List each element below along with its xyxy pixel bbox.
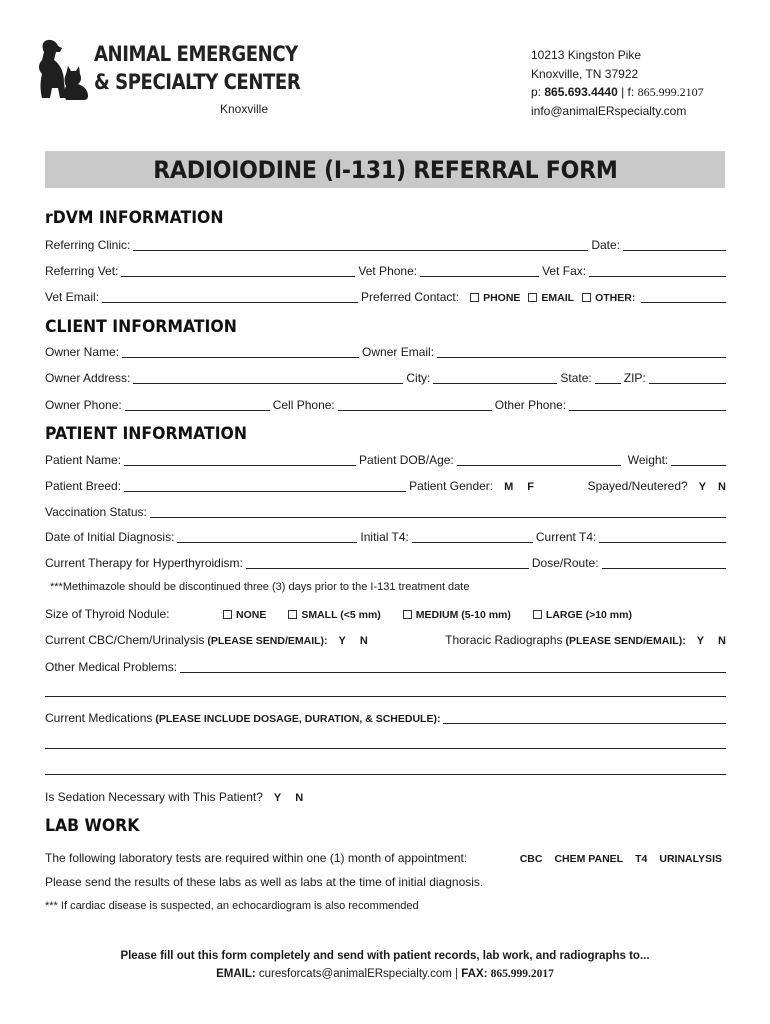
clinic-phone: 865.693.4440 [544, 85, 618, 99]
field-patient-breed[interactable] [124, 480, 406, 492]
field-initial-diagnosis[interactable] [177, 531, 357, 543]
option-spayed-yes[interactable]: Y [698, 481, 707, 493]
row-vaccination [45, 503, 726, 519]
label-referring-vet: Referring Vet: [45, 264, 119, 278]
field-referring-vet[interactable] [121, 265, 355, 277]
row-owner-name [45, 343, 726, 359]
row-nodule-size [45, 605, 726, 621]
option-label-phone: PHONE [483, 292, 521, 304]
field-other-problems-line2[interactable] [45, 696, 726, 697]
label-sedation: Is Sedation Necessary with This Patient? [45, 790, 263, 804]
label-nodule-size: Size of Thyroid Nodule: [45, 607, 170, 621]
logo-text-line2: & SPECIALTY CENTER [94, 70, 301, 94]
row-cbc-radiographs [45, 631, 726, 647]
row-sedation [45, 788, 726, 804]
checkbox-medium[interactable] [403, 609, 511, 621]
field-owner-phone[interactable] [125, 399, 270, 411]
label-owner-address: Owner Address: [45, 371, 131, 385]
row-current-medications [45, 709, 726, 725]
row-current-therapy [45, 554, 726, 570]
label-current-therapy: Current Therapy for Hyperthyroidism: [45, 556, 243, 570]
label-owner-phone: Owner Phone: [45, 398, 122, 412]
checkbox-large[interactable] [533, 609, 632, 621]
checkbox-icon [403, 610, 412, 619]
option-gender-m[interactable]: M [504, 481, 514, 493]
field-current-medications-line2[interactable] [45, 748, 726, 749]
label-cbc: Current CBC/Chem/Urinalysis [45, 633, 205, 647]
label-radiographs: Thoracic Radiographs [445, 633, 563, 647]
lab-test-chem: CHEM PANEL [554, 853, 624, 865]
checkbox-other[interactable] [582, 292, 635, 304]
section-heading-patient: PATIENT INFORMATION [45, 424, 248, 443]
label-owner-email: Owner Email: [362, 345, 435, 359]
footer-email-label: EMAIL: [216, 968, 256, 980]
field-vet-email[interactable] [102, 291, 358, 303]
field-owner-name[interactable] [122, 346, 359, 358]
row-vet-email [45, 288, 726, 304]
row-patient-name [45, 451, 726, 467]
clinic-address [531, 46, 704, 120]
field-current-t4[interactable] [599, 531, 726, 543]
checkbox-icon [288, 610, 297, 619]
option-radiographs-yes[interactable]: Y [696, 635, 705, 647]
clinic-logo [36, 38, 301, 118]
logo-text-line1: ANIMAL EMERGENCY [94, 42, 298, 66]
option-cbc-yes[interactable]: Y [338, 635, 346, 647]
field-vet-phone[interactable] [420, 265, 539, 277]
footer-instruction: Please fill out this form completely and send with patient records, lab work, and radiographs to... [120, 950, 650, 962]
checkbox-phone[interactable] [470, 292, 520, 304]
lab-test-urinalysis: URINALYSIS [659, 853, 722, 865]
option-label-large: LARGE (>10 mm) [545, 609, 632, 621]
label-patient-dob: Patient DOB/Age: [359, 453, 454, 467]
field-cell-phone[interactable] [338, 399, 492, 411]
field-city[interactable] [433, 372, 557, 384]
checkbox-small[interactable] [288, 609, 380, 621]
field-initial-t4[interactable] [412, 531, 533, 543]
label-zip: ZIP: [623, 371, 646, 385]
row-referring-vet [45, 262, 726, 278]
footer-fax: 865.999.2017 [490, 968, 554, 980]
logo-city: Knoxville [220, 102, 269, 116]
label-patient-gender: Patient Gender: [409, 479, 494, 493]
field-referring-clinic[interactable] [133, 239, 588, 251]
label-date: Date: [591, 238, 620, 252]
checkbox-none[interactable] [223, 609, 266, 621]
label-preferred-contact: Preferred Contact: [361, 290, 460, 304]
dog-cat-logo-icon [36, 38, 92, 102]
checkbox-icon [533, 610, 542, 619]
option-label-email: EMAIL [541, 292, 575, 304]
section-heading-lab: LAB WORK [45, 816, 140, 835]
form-title: RADIOIODINE (I-131) REFERRAL FORM [152, 155, 618, 184]
label-state: State: [560, 371, 592, 385]
field-other-contact[interactable] [641, 291, 726, 303]
checkbox-icon [528, 293, 537, 302]
field-patient-dob[interactable] [457, 454, 621, 466]
lab-required-text: The following laboratory tests are required within one (1) month of appointment: [45, 851, 468, 865]
field-vet-fax[interactable] [589, 265, 726, 277]
lab-send-results: Please send the results of these labs as well as labs at the time of initial diagnosis. [45, 875, 484, 889]
label-dose-route: Dose/Route: [531, 556, 599, 570]
footer-fax-label: FAX: [461, 968, 488, 980]
checkbox-icon [470, 293, 479, 302]
label-current-t4: Current T4: [535, 530, 597, 544]
field-zip[interactable] [649, 372, 726, 384]
label-other-problems: Other Medical Problems: [45, 660, 178, 674]
label-vet-phone: Vet Phone: [358, 264, 418, 278]
field-current-therapy[interactable] [246, 557, 529, 569]
footer-sep: | [455, 968, 459, 980]
field-other-phone[interactable] [569, 399, 726, 411]
section-heading-client: CLIENT INFORMATION [45, 317, 237, 336]
methimazole-note: ***Methimazole should be discontinued three (3) days prior to the I-131 treatment date [50, 581, 470, 593]
address-street: 10213 Kingston Pike [531, 48, 642, 62]
row-owner-address [45, 369, 726, 385]
option-sedation-no[interactable]: N [295, 792, 304, 804]
field-date[interactable] [623, 239, 726, 251]
phone-prefix: p: [531, 85, 542, 99]
label-cell-phone: Cell Phone: [272, 398, 335, 412]
address-phone-fax [531, 83, 704, 102]
label-current-medications-note: (PLEASE INCLUDE DOSAGE, DURATION, & SCHEDULE): [155, 713, 441, 725]
lab-test-cbc: CBC [519, 853, 543, 865]
label-vet-email: Vet Email: [45, 290, 100, 304]
field-state[interactable] [595, 372, 621, 384]
label-owner-name: Owner Name: [45, 345, 120, 359]
fax-prefix: | f: [621, 85, 635, 99]
label-initial-t4: Initial T4: [360, 530, 409, 544]
field-dose-route[interactable] [602, 557, 726, 569]
field-patient-name[interactable] [124, 454, 356, 466]
field-vaccination[interactable] [150, 506, 726, 518]
label-patient-name: Patient Name: [45, 453, 122, 467]
checkbox-icon [223, 610, 232, 619]
option-sedation-yes[interactable]: Y [273, 792, 282, 804]
option-radiographs-no[interactable]: N [718, 635, 726, 647]
address-city: Knoxville, TN 37922 [531, 66, 639, 81]
clinic-email: info@animalERspecialty.com [531, 103, 687, 118]
row-initial-diagnosis [45, 528, 726, 544]
row-lab-required [45, 849, 726, 865]
label-city: City: [406, 371, 431, 385]
row-referring-clinic [45, 236, 726, 252]
field-current-medications[interactable] [443, 712, 726, 724]
label-spayed-neutered: Spayed/Neutered? [587, 479, 688, 493]
label-radiographs-note: (PLEASE SEND/EMAIL): [565, 635, 686, 647]
cardiac-note: *** If cardiac disease is suspected, an echocardiogram is also recommended [45, 900, 419, 912]
label-other-phone: Other Phone: [494, 398, 567, 412]
option-gender-f[interactable]: F [527, 481, 535, 493]
checkbox-icon [582, 293, 591, 302]
row-other-problems [45, 658, 726, 674]
label-weight: Weight: [627, 453, 669, 467]
field-owner-address[interactable] [133, 372, 403, 384]
field-owner-email[interactable] [437, 346, 726, 358]
lab-test-t4: T4 [635, 853, 648, 865]
footer-email: curesforcats@animalERspecialty.com [258, 968, 452, 980]
label-initial-diagnosis: Date of Initial Diagnosis: [45, 530, 175, 544]
label-patient-breed: Patient Breed: [45, 479, 122, 493]
row-patient-breed [45, 477, 726, 493]
form-title-band [45, 151, 725, 188]
label-referring-clinic: Referring Clinic: [45, 238, 131, 252]
field-current-medications-line3[interactable] [45, 774, 726, 775]
option-label-other: OTHER: [595, 292, 636, 304]
row-owner-phone [45, 396, 726, 412]
checkbox-email[interactable] [528, 292, 574, 304]
field-weight[interactable] [671, 454, 726, 466]
label-vaccination: Vaccination Status: [45, 505, 147, 519]
label-current-medications: Current Medications [45, 711, 153, 725]
option-label-medium: MEDIUM (5-10 mm) [415, 609, 511, 621]
label-cbc-note: (PLEASE SEND/EMAIL): [207, 635, 328, 647]
option-cbc-no[interactable]: N [359, 635, 368, 647]
footer-contact [0, 968, 770, 980]
option-label-none: NONE [236, 609, 267, 621]
label-vet-fax: Vet Fax: [542, 264, 587, 278]
clinic-fax: 865.999.2107 [637, 85, 704, 99]
option-label-small: SMALL (<5 mm) [301, 609, 381, 621]
section-heading-rdvm: rDVM INFORMATION [45, 208, 224, 227]
field-other-problems[interactable] [180, 661, 726, 673]
option-spayed-no[interactable]: N [718, 481, 726, 493]
